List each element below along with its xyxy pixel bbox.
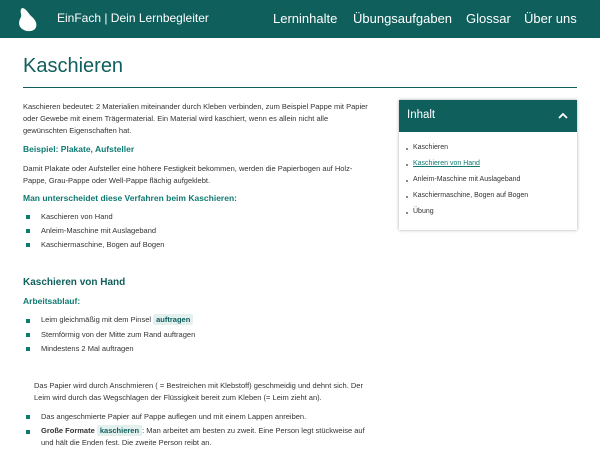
note-line-2: Leim wird durch das Wegschlagen der Flüssigkeit bereit zum Kleben (= Leim zieht an). xyxy=(34,393,322,402)
toc-item-von-hand[interactable]: Kaschieren von Hand xyxy=(413,160,480,167)
chevron-up-icon[interactable] xyxy=(557,110,569,122)
example-line-2: Pappe, Grau-Pappe oder Well-Pappe flächig aufgeklebt. xyxy=(23,176,211,185)
nav-glossar[interactable]: Glossar xyxy=(466,11,511,26)
step-5-continued: und hält die Enden fest. Die zweite Person reibt an. xyxy=(41,438,212,447)
step-4: Das angeschmierte Papier auf Pappe auflegen und mit einem Lappen anreiben. xyxy=(41,412,307,421)
toc-item-kaschieren[interactable]: Kaschieren xyxy=(413,144,449,151)
nav-lerninhalte[interactable]: Lerninhalte xyxy=(273,11,338,26)
intro-line-1: Kaschieren bedeutet: 2 Materialien miteinander durch Kleben verbinden, zum Beispiel Pappe mit Papier xyxy=(23,102,368,111)
toc-item-kaschiermaschine[interactable]: Kaschiermaschine, Bogen auf Bogen xyxy=(413,192,529,199)
bullet-icon xyxy=(26,319,30,323)
table-of-contents xyxy=(399,100,577,230)
toc-item-anleim-maschine[interactable]: Anleim-Maschine mit Auslageband xyxy=(413,176,521,183)
nav-uebungsaufgaben[interactable]: Übungsaufgaben xyxy=(353,11,453,26)
bullet-icon xyxy=(26,229,30,233)
toc-dot-icon xyxy=(406,212,408,214)
intro-line-2: oder Gewebe mit einem Trägermaterial. Ein Material wird kaschiert, wenn es allein nicht alle xyxy=(23,114,329,123)
glossary-tag-kaschieren[interactable]: kaschieren xyxy=(97,425,142,436)
section-heading-by-hand: Kaschieren von Hand xyxy=(23,277,126,288)
bullet-icon xyxy=(26,347,30,351)
top-navigation-bar xyxy=(0,0,600,38)
nav-ueber-uns[interactable]: Über uns xyxy=(524,11,577,26)
workflow-heading: Arbeitsablauf: xyxy=(23,296,81,306)
step-2: Sternförmig von der Mitte zum Rand auftragen xyxy=(41,330,196,339)
method-item-1: Kaschieren von Hand xyxy=(41,212,113,221)
step-5 xyxy=(41,425,365,436)
step-1 xyxy=(41,314,193,325)
step-3: Mindestens 2 Mal auftragen xyxy=(41,344,134,353)
toc-dot-icon xyxy=(406,196,408,198)
toc-header[interactable] xyxy=(399,100,577,132)
method-item-3: Kaschiermaschine, Bogen auf Bogen xyxy=(41,240,165,249)
note-line-1: Das Papier wird durch Anschmieren ( = Bestreichen mit Klebstoff) geschmeidig und dehnt sich. Der xyxy=(34,381,363,390)
title-divider xyxy=(23,87,577,88)
methods-heading: Man unterscheidet diese Verfahren beim Kaschieren: xyxy=(23,193,237,203)
bullet-icon xyxy=(26,415,30,419)
bullet-icon xyxy=(26,333,30,337)
step-5-bold: Große Formate xyxy=(41,426,95,435)
method-item-2: Anleim-Maschine mit Auslageband xyxy=(41,226,157,235)
bullet-icon xyxy=(26,430,30,434)
bullet-icon xyxy=(26,215,30,219)
step-1-text: Leim gleichmäßig mit dem Pinsel xyxy=(41,315,152,324)
intro-line-3: gewünschten Eigenschaften hat. xyxy=(23,126,132,135)
toc-dot-icon xyxy=(406,148,408,150)
example-heading: Beispiel: Plakate, Aufsteller xyxy=(23,144,135,154)
example-line-1: Damit Plakate oder Aufsteller eine höhere Festigkeit bekommen, werden die Papierbogen auf Holz- xyxy=(23,164,353,173)
toc-item-uebung[interactable]: Übung xyxy=(413,208,434,215)
pear-logo-icon[interactable] xyxy=(16,6,40,32)
bullet-icon xyxy=(26,243,30,247)
toc-dot-icon xyxy=(406,164,408,166)
toc-title: Inhalt xyxy=(407,109,436,121)
toc-dot-icon xyxy=(406,180,408,182)
step-5-text: : Man arbeitet am besten zu zweit. Eine Person legt stückweise auf xyxy=(142,426,365,435)
brand-title[interactable]: EinFach | Dein Lernbegleiter xyxy=(57,11,209,25)
page-title: Kaschieren xyxy=(23,55,124,77)
glossary-tag-auftragen[interactable]: auftragen xyxy=(153,314,193,325)
